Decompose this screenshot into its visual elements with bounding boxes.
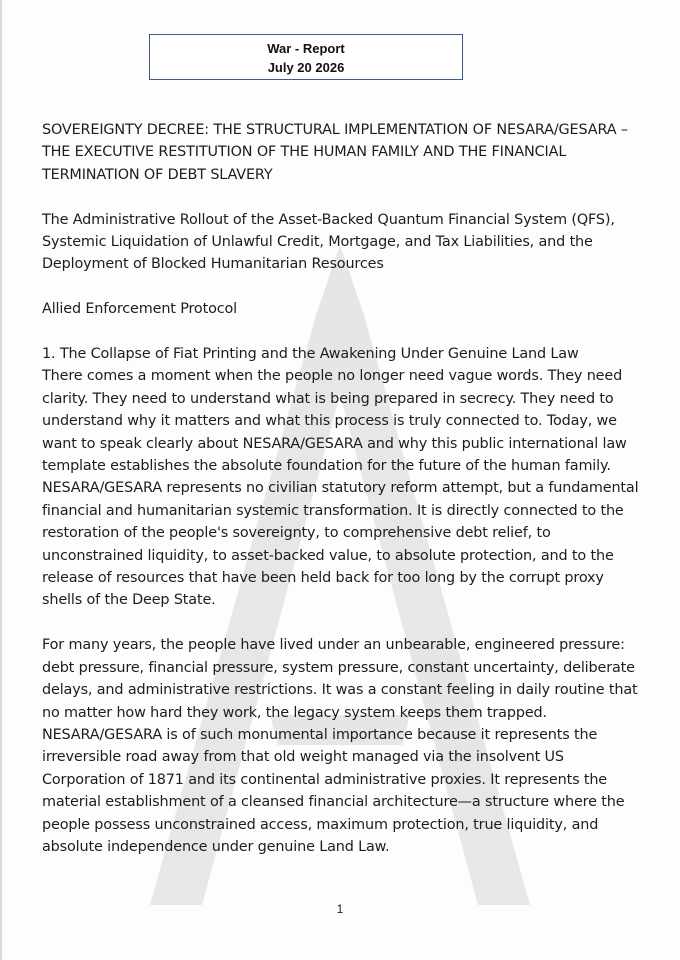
page-number: 1 [336, 902, 344, 916]
report-header-box [149, 34, 463, 80]
page-edge [0, 0, 2, 960]
section-1 [42, 343, 642, 612]
section-1-body: There comes a moment when the people no longer need vague words. They need clarity. They need to understand what is being prepared in secrecy. They need to understand why it matters and what this process is truly connected to. Today, we want to speak clearly about NESARA/GESARA and why this public international law template establishes the absolute foundation for the future of the human family. NESARA/GESARA represents no civilian statutory reform attempt, but a fundamental financial and humanitarian systemic transformation. It is directly connected to the restoration of the people's sovereignty, to comprehensive debt relief, to unconstrained liquidity, to asset-backed value, to absolute protection, and to the release of resources that have been held back for too long by the corrupt proxy shells of the Deep State. [42, 368, 639, 609]
paragraph-2: For many years, the people have lived under an unbearable, engineered pressure: debt pressure, financial pressure, system pressure, constant uncertainty, deliberate delays, and administrative restrictions. It was a constant feeling in daily routine that no matter how hard they work, the legacy system keeps them trapped. NESARA/GESARA is of such monumental importance because it represents the irreversible road away from that old weight managed via the insolvent US Corporation of 1871 and its continental administrative proxies. It represents the material establishment of a cleansed financial architecture—a structure where the people possess unconstrained access, maximum protection, true liquidity, and absolute independence under genuine Land Law. [42, 637, 638, 855]
decree-title: SOVEREIGNTY DECREE: THE STRUCTURAL IMPLEMENTATION OF NESARA/GESARA – THE EXECUTIVE RESTITUTION OF THE HUMAN FAMILY AND THE FINANCIAL TERMINATION OF DEBT SLAVERY [42, 122, 628, 183]
protocol-label: Allied Enforcement Protocol [42, 301, 238, 318]
decree-subtitle: The Administrative Rollout of the Asset-Backed Quantum Financial System (QFS), Systemic Liquidation of Unlawful Credit, Mortgage, and Tax Liabilities, and the Deployment of Blocked Humanitarian Resources [42, 211, 615, 273]
section-1-heading: 1. The Collapse of Fiat Printing and the Awakening Under Genuine Land Law [42, 346, 579, 363]
document-body [42, 119, 642, 881]
report-title: War - Report [267, 41, 345, 56]
report-date: July 20 2026 [267, 60, 345, 75]
